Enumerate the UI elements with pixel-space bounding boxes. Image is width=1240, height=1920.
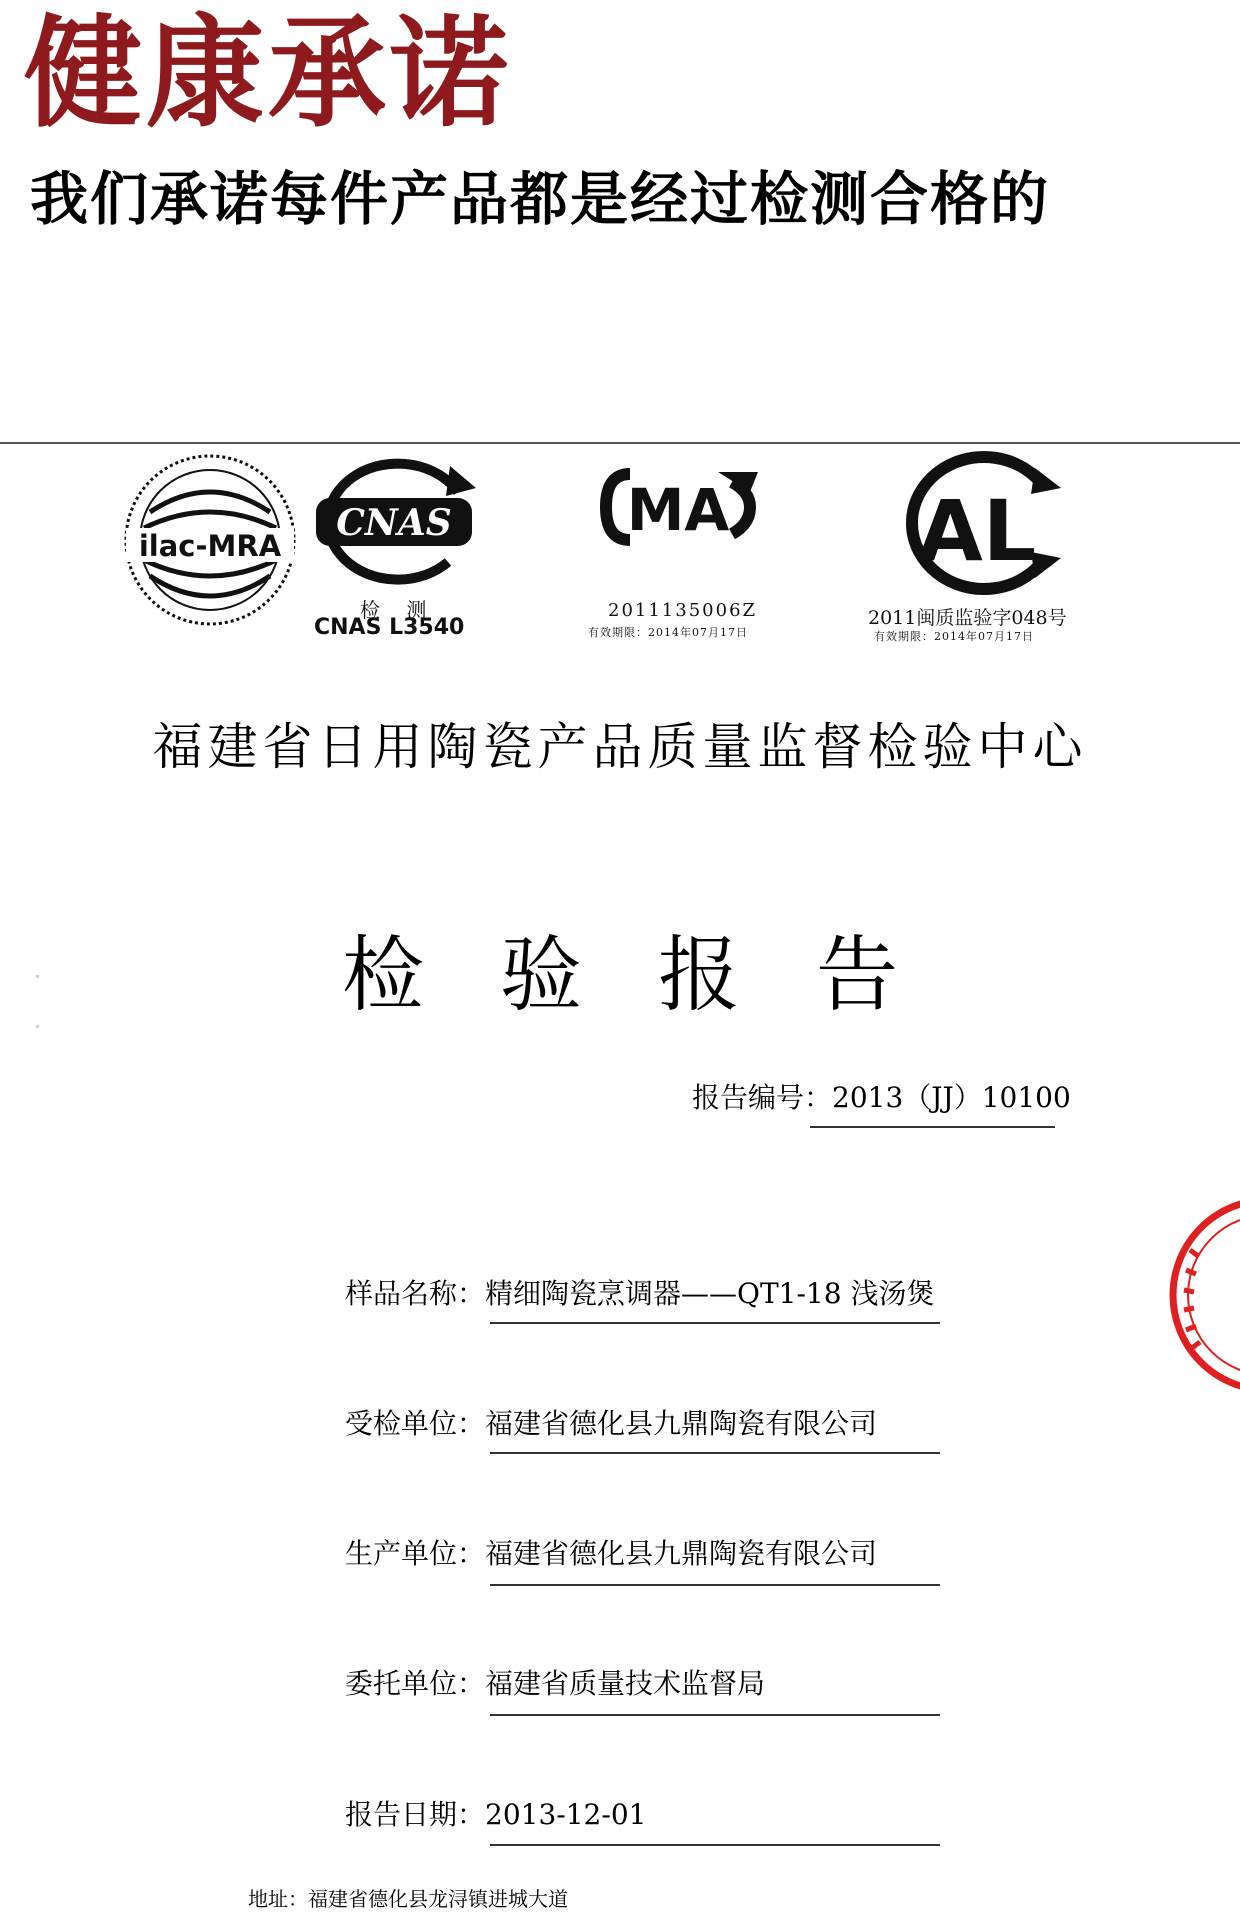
report-number-underline	[810, 1126, 1055, 1128]
field-underline	[490, 1322, 940, 1324]
cal-logo-text: AL	[917, 482, 1037, 580]
field-value: 福建省德化县九鼎陶瓷有限公司	[485, 1407, 878, 1440]
cma-logo-icon	[600, 462, 760, 552]
field-label: 生产单位：	[345, 1537, 486, 1570]
promo-headline: 健康承诺	[24, 2, 513, 144]
cma-caption-1: 2011135006Z	[608, 600, 758, 621]
cma-logo-text: MA	[626, 476, 730, 544]
scan-mark	[36, 975, 39, 978]
report-title-char: 告	[816, 928, 899, 1023]
ilac-logo-text: ilac-MRA	[138, 529, 282, 563]
ilac-mra-logo-icon	[122, 452, 298, 628]
field-underline	[490, 1452, 940, 1454]
report-number-value: 2013（JJ）10100	[832, 1081, 1071, 1114]
field-value: 2013-12-01	[485, 1798, 647, 1831]
field-label: 受检单位：	[345, 1407, 486, 1440]
report-title-char: 报	[658, 928, 741, 1023]
cal-logo-icon	[895, 448, 1065, 598]
report-number-label: 报告编号：	[692, 1081, 833, 1114]
report-title-char: 检	[341, 928, 424, 1023]
field-label: 样品名称：	[345, 1277, 486, 1310]
organization-name: 福建省日用陶瓷产品质量监督检验中心	[152, 718, 1088, 776]
field-commissioning-unit	[345, 1662, 765, 1702]
cnas-caption-2: CNAS L3540	[314, 615, 465, 640]
report-title-char: 验	[499, 928, 582, 1023]
address: 地址：福建省德化县龙浔镇进城大道	[248, 1887, 568, 1911]
cal-caption-2: 有效期限：2014年07月17日	[874, 630, 1034, 643]
field-underline	[490, 1584, 940, 1586]
field-value: 精细陶瓷烹调器——QT1-18 浅汤煲	[485, 1277, 935, 1310]
field-label: 报告日期：	[345, 1798, 486, 1831]
cnas-caption-1: 检 测	[360, 598, 437, 622]
field-underline	[490, 1844, 940, 1846]
field-report-date	[345, 1793, 646, 1833]
cal-caption-1: 2011闽质监验字048号	[868, 607, 1067, 629]
field-label: 委托单位：	[345, 1667, 486, 1700]
cma-caption-2: 有效期限：2014年07月17日	[588, 626, 748, 639]
field-value: 福建省德化县九鼎陶瓷有限公司	[485, 1537, 878, 1570]
report-title	[0, 928, 1240, 1023]
field-inspected-unit	[345, 1402, 877, 1442]
report-number	[692, 1076, 1071, 1116]
cnas-logo-text: CNAS	[336, 502, 452, 544]
official-stamp-icon	[1168, 1190, 1240, 1400]
field-production-unit	[345, 1532, 877, 1572]
scan-mark	[36, 1025, 39, 1028]
cnas-logo-icon	[308, 452, 488, 592]
field-value: 福建省质量技术监督局	[485, 1667, 766, 1700]
header-divider	[0, 442, 1240, 444]
field-underline	[490, 1714, 940, 1716]
promo-subtitle: 我们承诺每件产品都是经过检测合格的	[30, 165, 1051, 233]
field-sample-name	[345, 1272, 934, 1312]
